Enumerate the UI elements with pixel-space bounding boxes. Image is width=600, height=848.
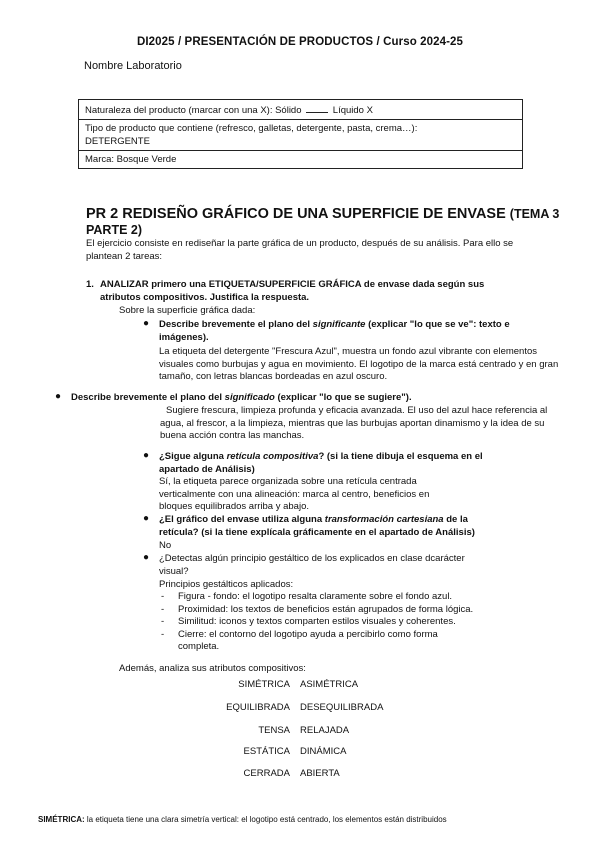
type-label: Tipo de producto que contiene (refresco, galletas, detergente, pasta, crema…): <box>85 123 418 134</box>
q-reticula <box>159 451 484 476</box>
a-reticula: Sí, la etiqueta parece organizada sobre una retícula centrada verticalmente con una alineación: marca al centro, beneficios en bloques equilibrados arriba y abajo. <box>159 476 430 512</box>
attr-right: ABIERTA <box>300 768 340 779</box>
q-significante <box>159 319 514 344</box>
attr-left: CERRADA <box>243 768 290 779</box>
footer-text: la etiqueta tiene una clara simetría vertical: el logotipo está centrado, los elementos están distribuidos <box>84 815 447 824</box>
gestalt-item: - Cierre: el contorno del logotipo ayuda a percibirlo como forma completa. <box>159 629 479 654</box>
q-reticula-term: retícula compositiva <box>226 451 319 462</box>
gestalt-intro: Principios gestálticos aplicados: <box>159 579 294 590</box>
q-transformacion-prefix: ¿El gráfico del envase utiliza alguna <box>159 514 325 525</box>
liquid-label: Líquido X <box>332 105 373 116</box>
page-title <box>86 206 566 238</box>
attr-left: EQUILIBRADA <box>226 702 290 713</box>
bullet-icon: ● <box>55 391 62 402</box>
attr-right: RELAJADA <box>300 725 350 736</box>
q-significado-suffix: (explicar "lo que se sugiere"). <box>274 392 412 403</box>
q-significante-suffix: (explicar "lo que se ve": texto e imágenes). <box>159 319 510 343</box>
q-reticula-suffix: ? (si la tiene dibuja el esquema en el apartado de Análisis) <box>159 451 483 475</box>
gestalt-list <box>159 591 479 654</box>
brand-row <box>79 150 522 168</box>
a-significante: La etiqueta del detergente "Frescura Azul", muestra un fondo azul vibrante con elementos visuales como burbujas y agua en movimiento. El logotipo de la marca está centrado y en gran tamaño, con letras blancas bordeadas en azul oscuro. <box>159 346 559 382</box>
lab-name: Nombre Laboratorio <box>84 60 182 72</box>
product-info-table <box>78 99 523 169</box>
q-significado-term: significado <box>224 392 275 403</box>
task1-sub: Sobre la superficie gráfica dada: <box>119 305 256 316</box>
nature-row <box>79 100 522 119</box>
brand-value: Marca: Bosque Verde <box>85 154 177 165</box>
bullet-icon: ● <box>143 552 150 563</box>
attr-left: TENSA <box>258 725 290 736</box>
gestalt-item: - Similitud: iconos y textos comparten estilos visuales y coherentes. <box>159 616 479 629</box>
a-significado: Sugiere frescura, limpieza profunda y eficacia avanzada. El uso del azul hace referencia al agua, al frescor, a la limpieza, mientras que las burbujas aportan dinamismo y la idea de su buena acción contra las manchas. <box>160 405 548 441</box>
title-main: PR 2 REDISEÑO GRÁFICO DE UNA SUPERFICIE DE ENVASE <box>86 206 506 222</box>
q-transformacion <box>159 514 484 539</box>
task1-text: ANALIZAR primero una ETIQUETA/SUPERFICIE GRÁFICA de envase dada según sus atributos compositivos. Justifica la respuesta. <box>100 279 485 303</box>
attributes-intro: Además, analiza sus atributos compositivos: <box>119 663 306 674</box>
type-value: DETERGENTE <box>85 136 150 147</box>
attr-right: DINÁMICA <box>300 746 347 757</box>
bullet-icon: ● <box>143 450 150 461</box>
document-header: DI2025 / PRESENTACIÓN DE PRODUCTOS / Curso 2024-25 <box>136 36 464 48</box>
gestalt-item: - Figura - fondo: el logotipo resalta claramente sobre el fondo azul. <box>159 591 479 604</box>
attr-left: ESTÁTICA <box>243 746 290 757</box>
q-transformacion-term: transformación cartesiana <box>324 514 444 525</box>
nature-label: Naturaleza del producto (marcar con una X): Sólido <box>85 105 302 116</box>
q-reticula-prefix: ¿Sigue alguna <box>159 451 227 462</box>
type-row <box>79 119 522 150</box>
gestalt-item: - Proximidad: los textos de beneficios están agrupados de forma lógica. <box>159 604 479 617</box>
attr-left: SIMÉTRICA <box>238 679 290 690</box>
q-gestalt: ¿Detectas algún principio gestáltico de los explicados en clase dcarácter visual? <box>159 553 465 577</box>
attr-right: ASIMÉTRICA <box>300 679 359 690</box>
footer-note <box>38 815 447 824</box>
task1-number: 1. <box>86 279 94 290</box>
q-significante-prefix: Describe brevemente el plano del <box>159 319 313 330</box>
q-significado <box>71 392 551 405</box>
footer-label: SIMÉTRICA: <box>38 815 85 824</box>
solid-blank <box>306 103 328 113</box>
bullet-icon: ● <box>143 513 150 524</box>
q-significado-prefix: Describe brevemente el plano del <box>71 392 225 403</box>
title-part: (TEMA 3 PARTE 2) <box>86 207 560 237</box>
q-transformacion-suffix: de la retícula? (si la tiene explícala gráficamente en el apartado de Análisis) <box>159 514 475 538</box>
a-transformacion: No <box>159 540 172 551</box>
bullet-icon: ● <box>143 318 150 329</box>
attr-right: DESEQUILIBRADA <box>300 702 384 713</box>
q-significante-term: significante <box>312 319 366 330</box>
intro-text: El ejercicio consiste en rediseñar la parte gráfica de un producto, después de su análisis. Para ello se plantean 2 tareas: <box>86 238 514 262</box>
